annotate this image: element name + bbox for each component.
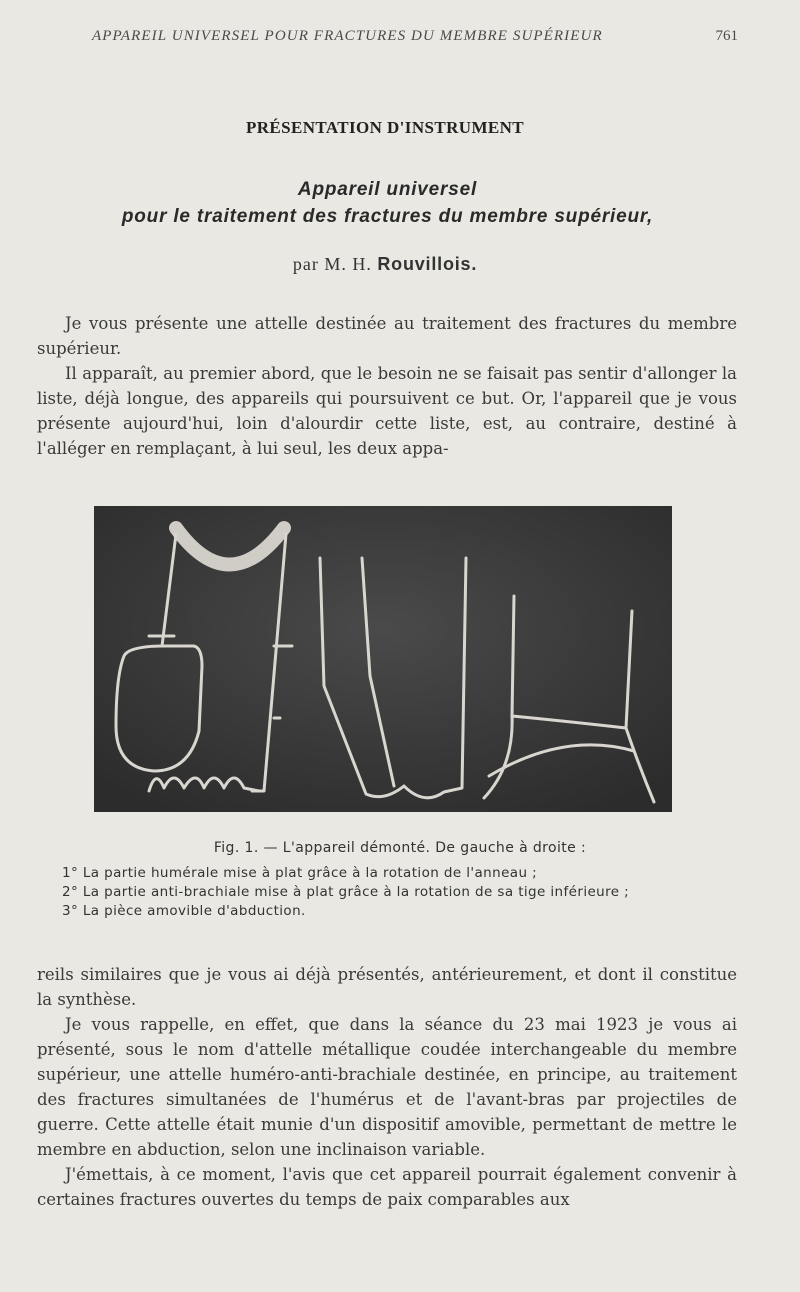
running-head-title: APPAREIL UNIVERSEL POUR FRACTURES DU MEMBRE SUPÉRIEUR [92,28,603,44]
paragraph: Je vous rappelle, en effet, que dans la séance du 23 mai 1923 je vous ai présenté, sous le nom d'attelle métallique coudée interchangeable du membre supérieur, une attelle huméro-anti-brachiale destinée, en principe, au traitement des fractures simultanées de l'humérus et de l'avant-bras par projectiles de guerre. Cette attelle était munie d'un dispositif amovible, permettant de mettre le membre en abduction, selon une inclinaison variable. [37,1015,737,1159]
section-title: PRÉSENTATION D'INSTRUMENT [245,118,525,137]
article-title-line-1: Appareil universel [297,179,478,200]
page-number: 761 [715,28,738,44]
paragraph: Je vous présente une attelle destinée au traitement des fractures du membre supérieur. [37,314,737,358]
figure-caption: Fig. 1. — L'appareil démonté. De gauche à droite : [213,840,587,856]
figure-caption-list [62,864,742,921]
caption-item: 2° La partie anti-brachiale mise à plat grâce à la rotation de sa tige inférieure ; [62,884,630,900]
figure-photograph [94,506,672,812]
paragraph: reils similaires que je vous ai déjà présentés, antérieurement, et dont il constitue la synthèse. [37,965,737,1009]
paragraph: Il apparaît, au premier abord, que le besoin ne se faisait pas sentir d'allonger la liste, déjà longue, des appareils qui poursuivent ce but. Or, l'appareil que je vous présente aujourd'hui, loin d'alourdir cette liste, est, au contraire, destiné à l'alléger en remplaçant, à lui seul, les deux appa- [37,364,737,458]
caption-item: 3° La pièce amovible d'abduction. [62,903,306,919]
body-text-top [37,311,737,461]
byline [0,254,770,275]
body-text-bottom [37,962,737,1212]
paragraph: J'émettais, à ce moment, l'avis que cet appareil pourrait également convenir à certaines fractures ouvertes du temps de paix comparables aux [37,1165,737,1209]
article-title-line-2: pour le traitement des fractures du membre supérieur, [121,206,654,227]
author-name: Rouvillois. [377,254,478,274]
article-title [0,176,775,230]
running-head [92,28,738,45]
byline-prefix: par M. H. [292,254,372,274]
caption-item: 1° La partie humérale mise à plat grâce à la rotation de l'anneau ; [62,865,538,881]
splint-photo-illustration [94,506,672,812]
